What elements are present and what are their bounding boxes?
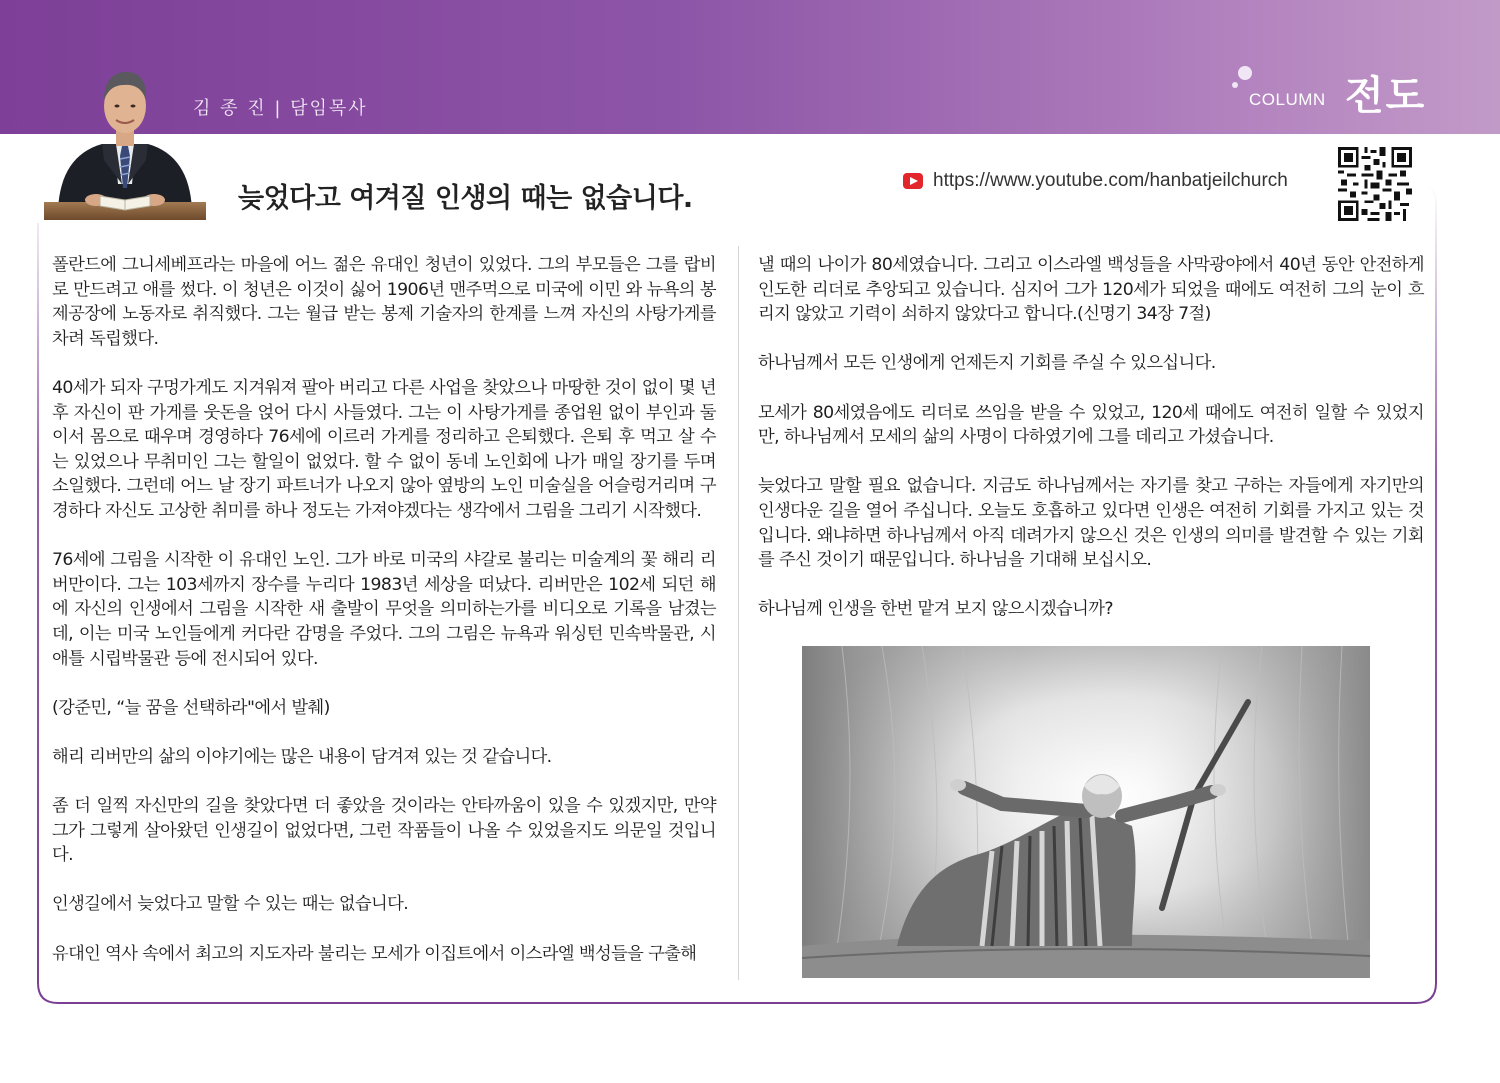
paragraph: 낼 때의 나이가 80세였습니다. 그리고 이스라엘 백성들을 사막광야에서 40년 동안 안전하게 인도한 리더로 추앙되고 있습니다. 심지어 그가 120세가 되었을 때에도 여전히 그의 눈이 흐리지 않았고 기력이 쇠하지 않았다고 합니다.(신명기 34장 7절) xyxy=(758,255,1424,325)
article-headline: 늦었다고 여겨질 인생의 때는 없습니다. xyxy=(238,183,693,214)
paragraph: 모세가 80세였음에도 리더로 쓰임을 받을 수 있었고, 120세 때에도 여전히 일할 수 있었지만, 하나님께서 모세의 삶의 사명이 다하였기에 그를 데리고 가셨습니다. xyxy=(758,402,1424,448)
paragraph: 인생길에서 늦었다고 말할 수 있는 때는 없습니다. xyxy=(52,894,409,915)
paragraph: 늦었다고 말할 필요 없습니다. 지금도 하나님께서는 자기를 찾고 구하는 자들에게 자기만의 인생다운 길을 열어 주십니다. 오늘도 호흡하고 있다면 인생은 여전히 기회를 가지고 있는 것입니다. 왜냐하면 하나님께서 아직 데려가지 않으신 것은 인생의 의미를 발견할 수 있는 기회를 주신 것이기 때문입니다. 하나님을 기대해 보십시오. xyxy=(758,476,1424,571)
paragraph: 하나님께서 모든 인생에게 언제든지 기회를 주실 수 있으십니다. xyxy=(758,353,1216,374)
paragraph: 40세가 되자 구멍가게도 지겨워져 팔아 버리고 다른 사업을 찾았으나 마땅한 것이 없이 몇 년 후 자신이 판 가게를 웃돈을 얹어 다시 사들였다. 그는 이 사탕가게를 종업원 없이 부인과 둘이서 몸으로 때우며 경영하다 76세에 이르러 가게를 정리하고 은퇴했다. 은퇴 후 먹고 살 수는 있었으나 무취미인 그는 할일이 없었다. 할 수 없이 동네 노인회에 나가 매일 장기를 두며 소일했다. 그런데 어느 날 장기 파트너가 나오지 않아 옆방의 노인 미술실을 어슬렁거리며 구경하다 자신도 고상한 취미를 하나 정도는 가져야겠다는 생각에서 그림을 그리기 시작했다. xyxy=(52,377,716,521)
paragraph: 좀 더 일찍 자신만의 길을 찾았다면 더 좋았을 것이라는 안타까움이 있을 수 있겠지만, 만약 그가 그렇게 살아왔던 인생길이 없었다면, 그런 작품들이 나올 수 있었을지도 의문일 것입니다. xyxy=(52,796,716,866)
moses-illustration xyxy=(802,646,1370,978)
paragraph: 유대인 역사 속에서 최고의 지도자라 불리는 모세가 이집트에서 이스라엘 백성들을 구출해 xyxy=(52,943,697,964)
paragraph: 해리 리버만의 삶의 이야기에는 많은 내용이 담겨져 있는 것 같습니다. xyxy=(52,746,552,767)
author-name: 김 종 진 | 담임목사 xyxy=(193,98,368,119)
column-tag xyxy=(1232,64,1432,124)
column-label: COLUMN xyxy=(1249,90,1326,109)
article-right-column xyxy=(758,253,1424,647)
paragraph: 하나님께 인생을 한번 맡겨 보지 않으시겠습니까? xyxy=(758,599,1113,620)
column-divider xyxy=(738,246,739,980)
paragraph: 76세에 그림을 시작한 이 유대인 노인. 그가 바로 미국의 샤갈로 불리는 미술계의 꽃 해리 리버만이다. 그는 103세까지 장수를 누리다 1983년 세상을 떠났다. 리버만은 102세 되던 해에 자신의 인생에서 그림을 시작한 새 출발이 무엇을 의미하는가를 비디오로 기록을 남겼는데, 이는 미국 노인들에게 커다란 감명을 주었다. 그의 그림은 뉴욕과 워싱턴 민속박물관, 시애틀 시립박물관 등에 전시되어 있다. xyxy=(52,550,716,669)
citation: (강준민, “늘 꿈을 선택하라"에서 발췌) xyxy=(52,697,330,718)
dot-decoration xyxy=(1238,66,1252,80)
column-title: 전도 xyxy=(1345,73,1427,119)
youtube-url[interactable]: https://www.youtube.com/hanbatjeilchurch xyxy=(933,170,1288,191)
dot-decoration-small xyxy=(1232,82,1238,88)
paragraph: 폴란드에 그니세베프라는 마을에 어느 젊은 유대인 청년이 있었다. 그의 부모들은 그를 랍비로 만드려고 애를 썼다. 이 청년은 이것이 싫어 1906년 맨주먹으로 미국에 이민 와 뉴욕의 봉제공장에 노동자로 취직했다. 그는 월급 받는 봉제 기술자의 한계를 느껴 자신의 사탕가게를 차려 독립했다. xyxy=(52,255,716,349)
article-left-column xyxy=(52,253,716,991)
